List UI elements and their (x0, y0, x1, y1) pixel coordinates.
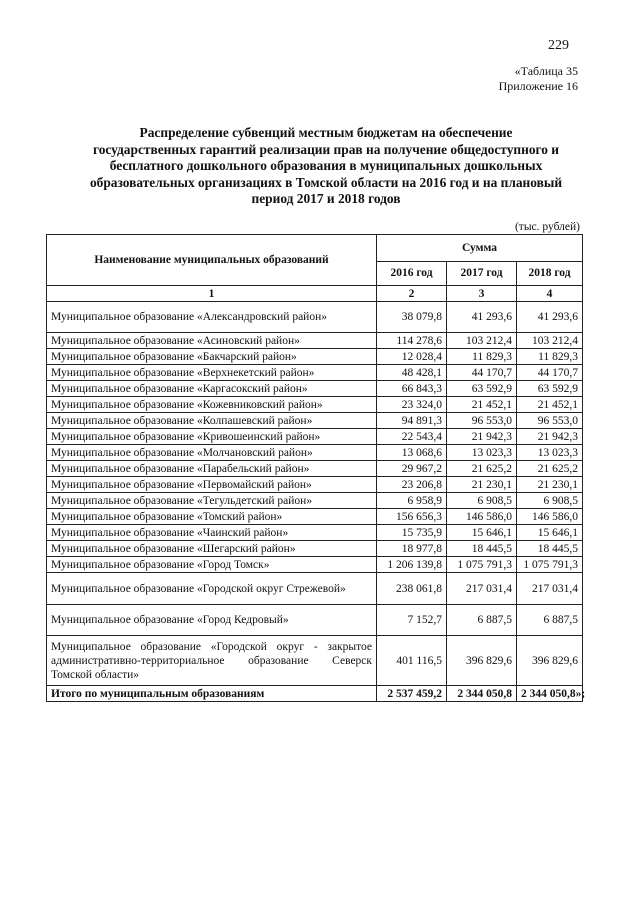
table-row (47, 333, 583, 349)
value-2018: 21 625,2 (517, 461, 583, 477)
value-2018: 396 829,6 (517, 636, 583, 686)
table-row (47, 541, 583, 557)
value-2017: 18 445,5 (447, 541, 517, 557)
value-2017: 21 625,2 (447, 461, 517, 477)
value-2017: 96 553,0 (447, 413, 517, 429)
municipality-name: Муниципальное образование «Верхнекетский район» (47, 365, 377, 381)
municipality-name: Муниципальное образование «Город Томск» (47, 557, 377, 573)
municipality-name: Муниципальное образование «Бакчарский район» (47, 349, 377, 365)
value-2016: 401 116,5 (377, 636, 447, 686)
value-2018: 18 445,5 (517, 541, 583, 557)
value-2017: 21 230,1 (447, 477, 517, 493)
table-row (47, 302, 583, 333)
municipality-name: Муниципальное образование «Шегарский район» (47, 541, 377, 557)
page-number: 229 (548, 38, 569, 53)
total-row (47, 686, 583, 702)
value-2017: 21 942,3 (447, 429, 517, 445)
value-2016: 12 028,4 (377, 349, 447, 365)
municipality-name: Муниципальное образование «Тегульдетский район» (47, 493, 377, 509)
value-2016: 22 543,4 (377, 429, 447, 445)
appendix-label-block (499, 64, 578, 94)
table-row (47, 525, 583, 541)
value-2016: 38 079,8 (377, 302, 447, 333)
column-number: 3 (447, 286, 517, 302)
value-2016: 23 206,8 (377, 477, 447, 493)
table-row (47, 429, 583, 445)
value-2018: 21 230,1 (517, 477, 583, 493)
total-2018: 2 344 050,8»; (517, 686, 583, 702)
table-row (47, 509, 583, 525)
municipality-name: Муниципальное образование «Парабельский район» (47, 461, 377, 477)
value-2018: 6 887,5 (517, 605, 583, 636)
municipality-name: Муниципальное образование «Городской округ - закрытое административно-территориальное образование Северск Томской области» (47, 636, 377, 686)
value-2017: 63 592,9 (447, 381, 517, 397)
value-2016: 7 152,7 (377, 605, 447, 636)
column-number: 4 (517, 286, 583, 302)
value-2016: 48 428,1 (377, 365, 447, 381)
municipality-name: Муниципальное образование «Кожевниковский район» (47, 397, 377, 413)
value-2017: 6 887,5 (447, 605, 517, 636)
table-row (47, 365, 583, 381)
units-label: (тыс. рублей) (514, 221, 580, 233)
title-line: период 2017 и 2018 годов (251, 191, 401, 207)
header-year-2017: 2017 год (447, 261, 517, 285)
title-line: бесплатного дошкольного образования в муниципальных дошкольных (109, 158, 543, 174)
municipality-name: Муниципальное образование «Городской округ Стрежевой» (47, 573, 377, 605)
municipality-name: Муниципальное образование «Кривошеинский район» (47, 429, 377, 445)
value-2017: 217 031,4 (447, 573, 517, 605)
value-2016: 15 735,9 (377, 525, 447, 541)
table-row (47, 557, 583, 573)
title-line: образовательных организациях в Томской области на 2016 год и на плановый (89, 174, 563, 190)
value-2018: 21 942,3 (517, 429, 583, 445)
value-2017: 146 586,0 (447, 509, 517, 525)
title-line: государственных гарантий реализации прав на получение общедоступного и (92, 141, 560, 157)
value-2016: 23 324,0 (377, 397, 447, 413)
value-2017: 396 829,6 (447, 636, 517, 686)
value-2018: 41 293,6 (517, 302, 583, 333)
municipality-name: Муниципальное образование «Молчановский район» (47, 445, 377, 461)
header-sum: Сумма (377, 235, 583, 262)
value-2017: 103 212,4 (447, 333, 517, 349)
value-2018: 146 586,0 (517, 509, 583, 525)
value-2016: 18 977,8 (377, 541, 447, 557)
municipality-name: Муниципальное образование «Колпашевский район» (47, 413, 377, 429)
value-2018: 15 646,1 (517, 525, 583, 541)
total-2017: 2 344 050,8 (447, 686, 517, 702)
value-2017: 13 023,3 (447, 445, 517, 461)
value-2016: 94 891,3 (377, 413, 447, 429)
value-2017: 1 075 791,3 (447, 557, 517, 573)
document-title (70, 125, 582, 208)
municipality-name: Муниципальное образование «Город Кедровый» (47, 605, 377, 636)
value-2018: 44 170,7 (517, 365, 583, 381)
value-2018: 217 031,4 (517, 573, 583, 605)
column-number: 1 (47, 286, 377, 302)
value-2017: 41 293,6 (447, 302, 517, 333)
column-number-row (47, 286, 583, 302)
municipality-name: Муниципальное образование «Первомайский район» (47, 477, 377, 493)
value-2017: 6 908,5 (447, 493, 517, 509)
value-2018: 103 212,4 (517, 333, 583, 349)
total-label: Итого по муниципальным образованиям (47, 686, 377, 702)
header-name: Наименование муниципальных образований (47, 235, 377, 286)
value-2016: 6 958,9 (377, 493, 447, 509)
value-2018: 63 592,9 (517, 381, 583, 397)
municipality-name: Муниципальное образование «Чаинский район» (47, 525, 377, 541)
value-2018: 13 023,3 (517, 445, 583, 461)
table-row (47, 397, 583, 413)
table-row (47, 461, 583, 477)
table-row (47, 477, 583, 493)
value-2016: 1 206 139,8 (377, 557, 447, 573)
value-2016: 66 843,3 (377, 381, 447, 397)
table-row (47, 573, 583, 605)
value-2016: 114 278,6 (377, 333, 447, 349)
header-year-2016: 2016 год (377, 261, 447, 285)
subvention-table (46, 234, 586, 702)
table-row (47, 493, 583, 509)
value-2016: 238 061,8 (377, 573, 447, 605)
municipality-name: Муниципальное образование «Каргасокский район» (47, 381, 377, 397)
value-2016: 156 656,3 (377, 509, 447, 525)
municipality-name: Муниципальное образование «Александровский район» (47, 302, 377, 333)
table-row (47, 349, 583, 365)
table-row (47, 605, 583, 636)
header-year-2018: 2018 год (517, 261, 583, 285)
table-label: «Таблица 35 (514, 64, 578, 78)
table-row (47, 445, 583, 461)
appendix-label: Приложение 16 (498, 79, 578, 93)
value-2017: 44 170,7 (447, 365, 517, 381)
municipality-name: Муниципальное образование «Томский район» (47, 509, 377, 525)
value-2018: 11 829,3 (517, 349, 583, 365)
value-2017: 15 646,1 (447, 525, 517, 541)
value-2018: 6 908,5 (517, 493, 583, 509)
value-2016: 13 068,6 (377, 445, 447, 461)
total-2016: 2 537 459,2 (377, 686, 447, 702)
table-row (47, 381, 583, 397)
municipality-name: Муниципальное образование «Асиновский район» (47, 333, 377, 349)
table-row (47, 413, 583, 429)
value-2018: 21 452,1 (517, 397, 583, 413)
value-2017: 21 452,1 (447, 397, 517, 413)
column-number: 2 (377, 286, 447, 302)
value-2017: 11 829,3 (447, 349, 517, 365)
value-2016: 29 967,2 (377, 461, 447, 477)
table-row (47, 636, 583, 686)
value-2018: 96 553,0 (517, 413, 583, 429)
title-line: Распределение субвенций местным бюджетам на обеспечение (139, 125, 513, 140)
value-2018: 1 075 791,3 (517, 557, 583, 573)
